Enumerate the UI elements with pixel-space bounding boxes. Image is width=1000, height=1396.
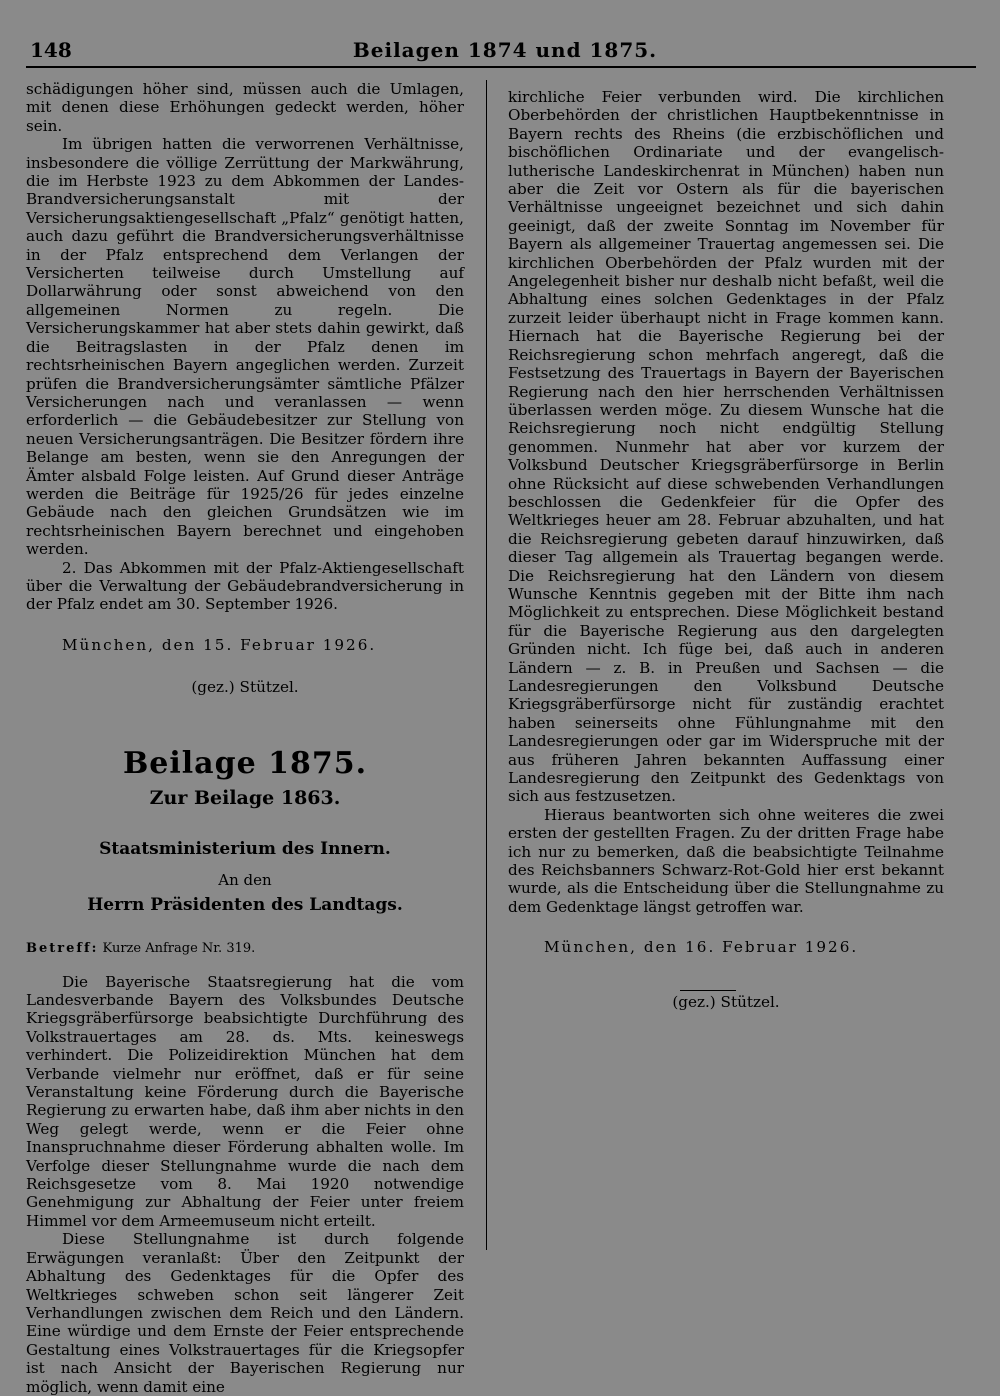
date-line: München, den 15. Februar 1926.	[62, 635, 377, 654]
paragraph: schädigungen höher sind, müssen auch die Umlagen, mit denen diese Erhöhungen gedeckt werden, höher sein.	[26, 80, 464, 135]
paragraph: 2. Das Abkommen mit der Pfalz-Aktiengesellschaft über die Verwaltung der Gebäudebrandversicherung in der Pfalz endet am 30. September 1926.	[26, 558, 464, 614]
left-column	[26, 80, 464, 1396]
paragraph: kirchliche Feier verbunden wird. Die kirchlichen Oberbehörden der christlichen Hauptbekenntnisse in Bayern rechts des Rheins (die erzbischöflichen und bischöflichen Ordinariate und der evangelisch-lutherische Landeskirchenrat in München) haben nun aber die Zeit vor Ostern als für die bayerischen Verhältnisse ungeeignet bezeichnet und sich dahin geeinigt, daß der zweite Sonntag im November für Bayern als allgemeiner Trauertag angemessen sei. Die kirchlichen Oberbehörden der Pfalz wurden mit der Angelegenheit bisher nur deshalb nicht befaßt, weil die Abhaltung eines solchen Gedenktages in der Pfalz zurzeit leider überhaupt nicht in Frage kommen kann. Hiernach hat die Bayerische Regierung bei der Reichsregierung schon mehrfach angeregt, daß die Festsetzung des Trauertags in Bayern der Bayerischen Regierung nach den hier herrschenden Verhältnissen überlassen werden möge. Zu diesem Wunsche hat die Reichsregierung noch nicht endgültig Stellung genommen. Nunmehr hat aber vor kurzem der Volksbund Deutscher Kriegsgräberfürsorge in Berlin ohne Rücksicht auf diese schwebenden Verhandlungen beschlossen die Gedenkfeier für die Opfer des Weltkrieges heuer am 28. Februar abzuhalten, und hat die Reichsregierung gebeten darauf hinzuwirken, daß dieser Tag allgemein als Trauertag begangen werde. Die Reichsregierung hat den Ländern von diesem Wunsche Kenntnis gegeben mit der Bitte ihm nach Möglichkeit zu entsprechen. Diese Möglichkeit bestand für die Bayerische Regierung aus den dargelegten Gründen nicht. Ich füge bei, daß auch in anderen Ländern — z. B. in Preußen und Sachsen — die Landesregierungen den Volksbund Deutsche Kriegsgräberfürsorge nicht für zuständig erachtet haben seinerseits ohne Fühlungnahme mit den Landesregierungen oder gar im Widerspruche mit der aus früheren Jahren bekannten Auffassung einer Landesregierung den Zeitpunkt des Gedenktags von sich aus festzusetzen.	[508, 88, 944, 806]
beilage-subtitle: Zur Beilage 1863.	[149, 786, 341, 809]
ministry-heading: Staatsministerium des Innern.	[99, 838, 391, 859]
page-header	[30, 38, 980, 62]
date-line: München, den 16. Februar 1926.	[544, 938, 859, 957]
right-column	[508, 88, 944, 1011]
signature: (gez.) Stützel.	[191, 678, 299, 697]
paragraph: Im übrigen hatten die verworrenen Verhältnisse, insbesondere die völlige Zerrüttung der Markwährung, die im Herbste 1923 zu dem Abkommen der Landes-Brandversicherungsanstalt mit der Versicherungsaktiengesellschaft „Pfalz“ genötigt hatten, auch dazu geführt die Brandversicherungsverhältnisse in der Pfalz entsprechend dem Verlangen der Versicherten teilweise durch Umstellung auf Dollarwährung oder sonst abweichend von den allgemeinen Normen zu regeln. Die Versicherungskammer hat aber stets dahin gewirkt, daß die Beitragslasten in der Pfalz denen im rechtsrheinischen Bayern angeglichen werden. Zurzeit prüfen die Brandversicherungsämter sämtliche Pfälzer Versicherungen nach und veranlassen — wenn erforderlich — die Gebäudebesitzer zur Stellung von neuen Versicherungsanträgen. Die Besitzer fördern ihre Belange am besten, wenn sie den Anregungen der Ämter alsbald Folge leisten. Auf Grund dieser Anträge werden die Beiträge für 1925/26 für jedes einzelne Gebäude nach den gleichen Grundsätzen wie im rechtsrheinischen Bayern berechnet und eingehoben werden.	[26, 135, 464, 559]
paragraph: Die Bayerische Staatsregierung hat die vom Landesverbande Bayern des Volksbundes Deutsche Kriegsgräberfürsorge beabsichtigte Durchführung des Volkstrauertages am 28. ds. Mts. keineswegs verhindert. Die Polizeidirektion München hat dem Verbande vielmehr nur eröffnet, daß er für seine Veranstaltung keine Förderung durch die Bayerische Regierung zu erwarten habe, daß ihm aber nichts in den Weg gelegt werde, wenn er die Feier ohne Inanspruchnahme dieser Förderung abhalten wolle. Im Verfolge dieser Stellungnahme wurde die nach dem Reichsgesetze vom 8. Mai 1920 notwendige Genehmigung zur Abhaltung der Feier unter freiem Himmel vor dem Armeemuseum nicht erteilt.	[26, 972, 464, 1230]
running-title: Beilagen 1874 und 1875.	[352, 38, 658, 62]
recipient: Herrn Präsidenten des Landtags.	[87, 894, 403, 915]
column-divider	[486, 80, 487, 1250]
betreff-line	[26, 941, 464, 957]
paragraph: Diese Stellungnahme ist durch folgende Erwägungen veranlaßt: Über den Zeitpunkt der Abhaltung des Gedenktages für die Opfer des Weltkrieges schweben schon seit längerer Zeit Verhandlungen zwischen dem Reich und den Ländern. Eine würdige und dem Ernste der Feier entsprechende Gestaltung eines Volkstrauertages für die Kriegsopfer ist nach Ansicht der Bayerischen Regierung nur möglich, wenn damit eine	[26, 1230, 464, 1396]
beilage-title: Beilage 1875.	[122, 745, 368, 781]
betreff-text: Kurze Anfrage Nr. 319.	[102, 940, 256, 956]
paragraph: Hieraus beantworten sich ohne weiteres die zwei ersten der gestellten Fragen. Zu der dritten Frage habe ich nur zu bemerken, daß die beabsichtigte Teilnahme des Reichsbanners Schwarz-Rot-Gold hier erst bekannt wurde, als die Entscheidung über die Stellungnahme zu dem Gedenktage längst getroffen war.	[508, 805, 944, 916]
betreff-label: Betreff:	[26, 940, 99, 956]
header-rule	[26, 66, 976, 68]
page-number: 148	[30, 38, 72, 62]
closing-rule	[680, 990, 736, 991]
address-an-den: An den	[218, 870, 272, 889]
signature: (gez.) Stützel.	[672, 992, 780, 1011]
